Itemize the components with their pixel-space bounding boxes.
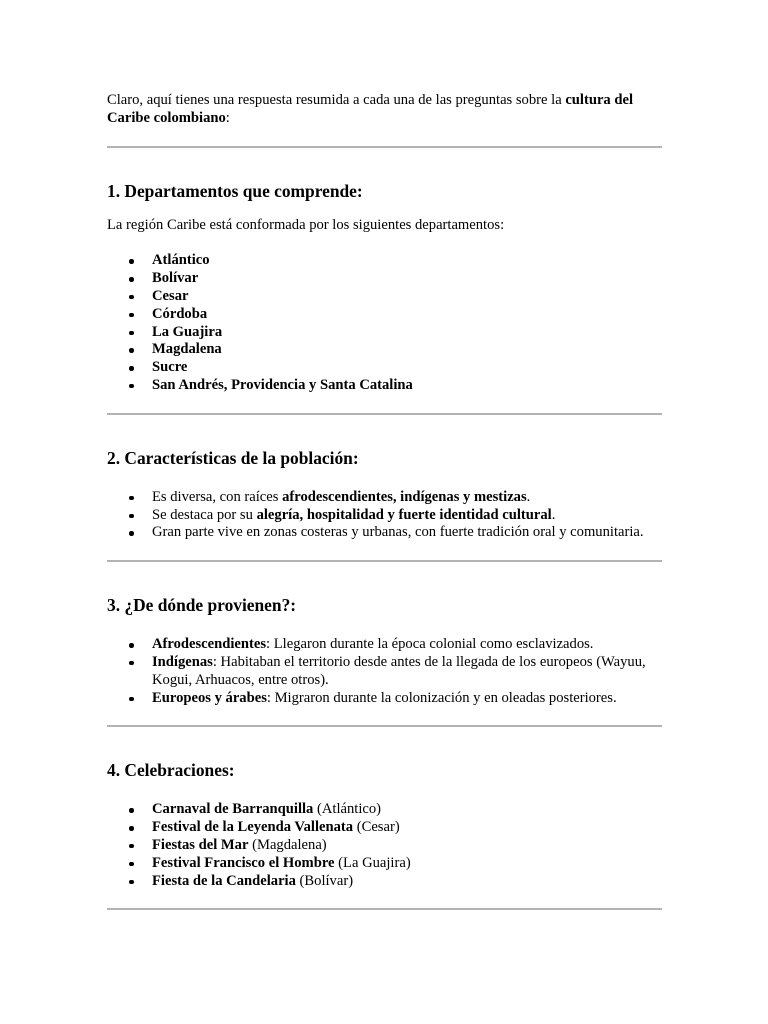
departamento-name: Atlántico (152, 252, 210, 269)
item-bold-text: afrodescendientes, indígenas y mestizas (282, 488, 527, 505)
departamento-name: Bolívar (152, 270, 199, 287)
item-bold-text: Fiesta de la Candelaria (152, 872, 296, 889)
item-bold-text: Carnaval de Barranquilla (152, 801, 314, 818)
divider (107, 413, 662, 415)
departamento-name: Cesar (152, 287, 189, 304)
list-item (107, 855, 662, 873)
item-bold-text: alegría, hospitalidad y fuerte identidad cultural (256, 506, 552, 523)
item-text: : Llegaron durante la época colonial como esclavizados. (266, 636, 594, 653)
list-item (107, 359, 662, 377)
list-item (107, 489, 662, 507)
departamento-name: Córdoba (152, 305, 208, 322)
intro-colon: : (225, 109, 230, 126)
divider (107, 908, 662, 910)
item-bold-text: Indígenas (152, 653, 213, 670)
item-text: (Atlántico) (313, 801, 382, 818)
departamento-name: San Andrés, Providencia y Santa Catalina (152, 376, 413, 393)
divider (107, 725, 662, 727)
section-title-poblacion: 2. Características de la población: (107, 447, 359, 468)
list-item (107, 819, 662, 837)
item-bold-text: Afrodescendientes (152, 636, 267, 653)
intro-paragraph (107, 92, 662, 128)
item-text: Es diversa, con raíces (152, 488, 283, 505)
divider (107, 146, 662, 148)
list-item (107, 324, 662, 342)
departamento-name: Magdalena (152, 341, 222, 358)
list-item (107, 654, 662, 690)
item-text: : Habitaban el territorio desde antes de la llegada de los europeos (Wayuu, Kogui, Arhuacos, entre otros). (152, 653, 646, 688)
item-text: : Migraron durante la colonización y en oleadas posteriores. (266, 689, 617, 706)
item-text: (Magdalena) (248, 836, 327, 853)
list-item (107, 270, 662, 288)
divider (107, 560, 662, 562)
item-text: (Bolívar) (295, 872, 354, 889)
item-text: Gran parte vive en zonas costeras y urbanas, con fuerte tradición oral y comunitaria. (152, 524, 644, 541)
intro-text: Claro, aquí tienes una respuesta resumida a cada una de las preguntas sobre la (107, 92, 566, 108)
section-title-origen: 3. ¿De dónde provienen?: (107, 595, 297, 616)
section-lead-departamentos: La región Caribe está conformada por los siguientes departamentos: (107, 216, 505, 233)
item-text: Se destaca por su (152, 506, 257, 523)
departamentos-list (107, 252, 662, 394)
list-item (107, 636, 662, 654)
departamento-name: La Guajira (152, 323, 223, 340)
item-text: (La Guajira) (334, 854, 411, 871)
intro-bold-text: cultura del Caribe colombiano (107, 92, 634, 126)
origen-list (107, 636, 662, 707)
celebraciones-list (107, 801, 662, 890)
poblacion-list (107, 489, 662, 542)
list-item (107, 873, 662, 891)
item-bold-text: Festival de la Leyenda Vallenata (152, 819, 354, 836)
list-item (107, 524, 662, 542)
section-title-departamentos: 1. Departamentos que comprende: (107, 180, 363, 201)
item-text: (Cesar) (353, 819, 400, 836)
list-item (107, 288, 662, 306)
item-text: . (526, 488, 531, 505)
item-bold-text: Festival Francisco el Hombre (152, 854, 335, 871)
list-item (107, 306, 662, 324)
section-title-celebraciones: 4. Celebraciones: (107, 760, 235, 781)
list-item (107, 377, 662, 395)
document-content (107, 92, 662, 910)
item-bold-text: Fiestas del Mar (152, 836, 249, 853)
item-text: . (551, 506, 556, 523)
list-item (107, 801, 662, 819)
departamento-name: Sucre (152, 359, 188, 376)
list-item (107, 252, 662, 270)
list-item (107, 690, 662, 708)
item-bold-text: Europeos y árabes (152, 689, 267, 706)
list-item (107, 341, 662, 359)
list-item (107, 507, 662, 525)
list-item (107, 837, 662, 855)
